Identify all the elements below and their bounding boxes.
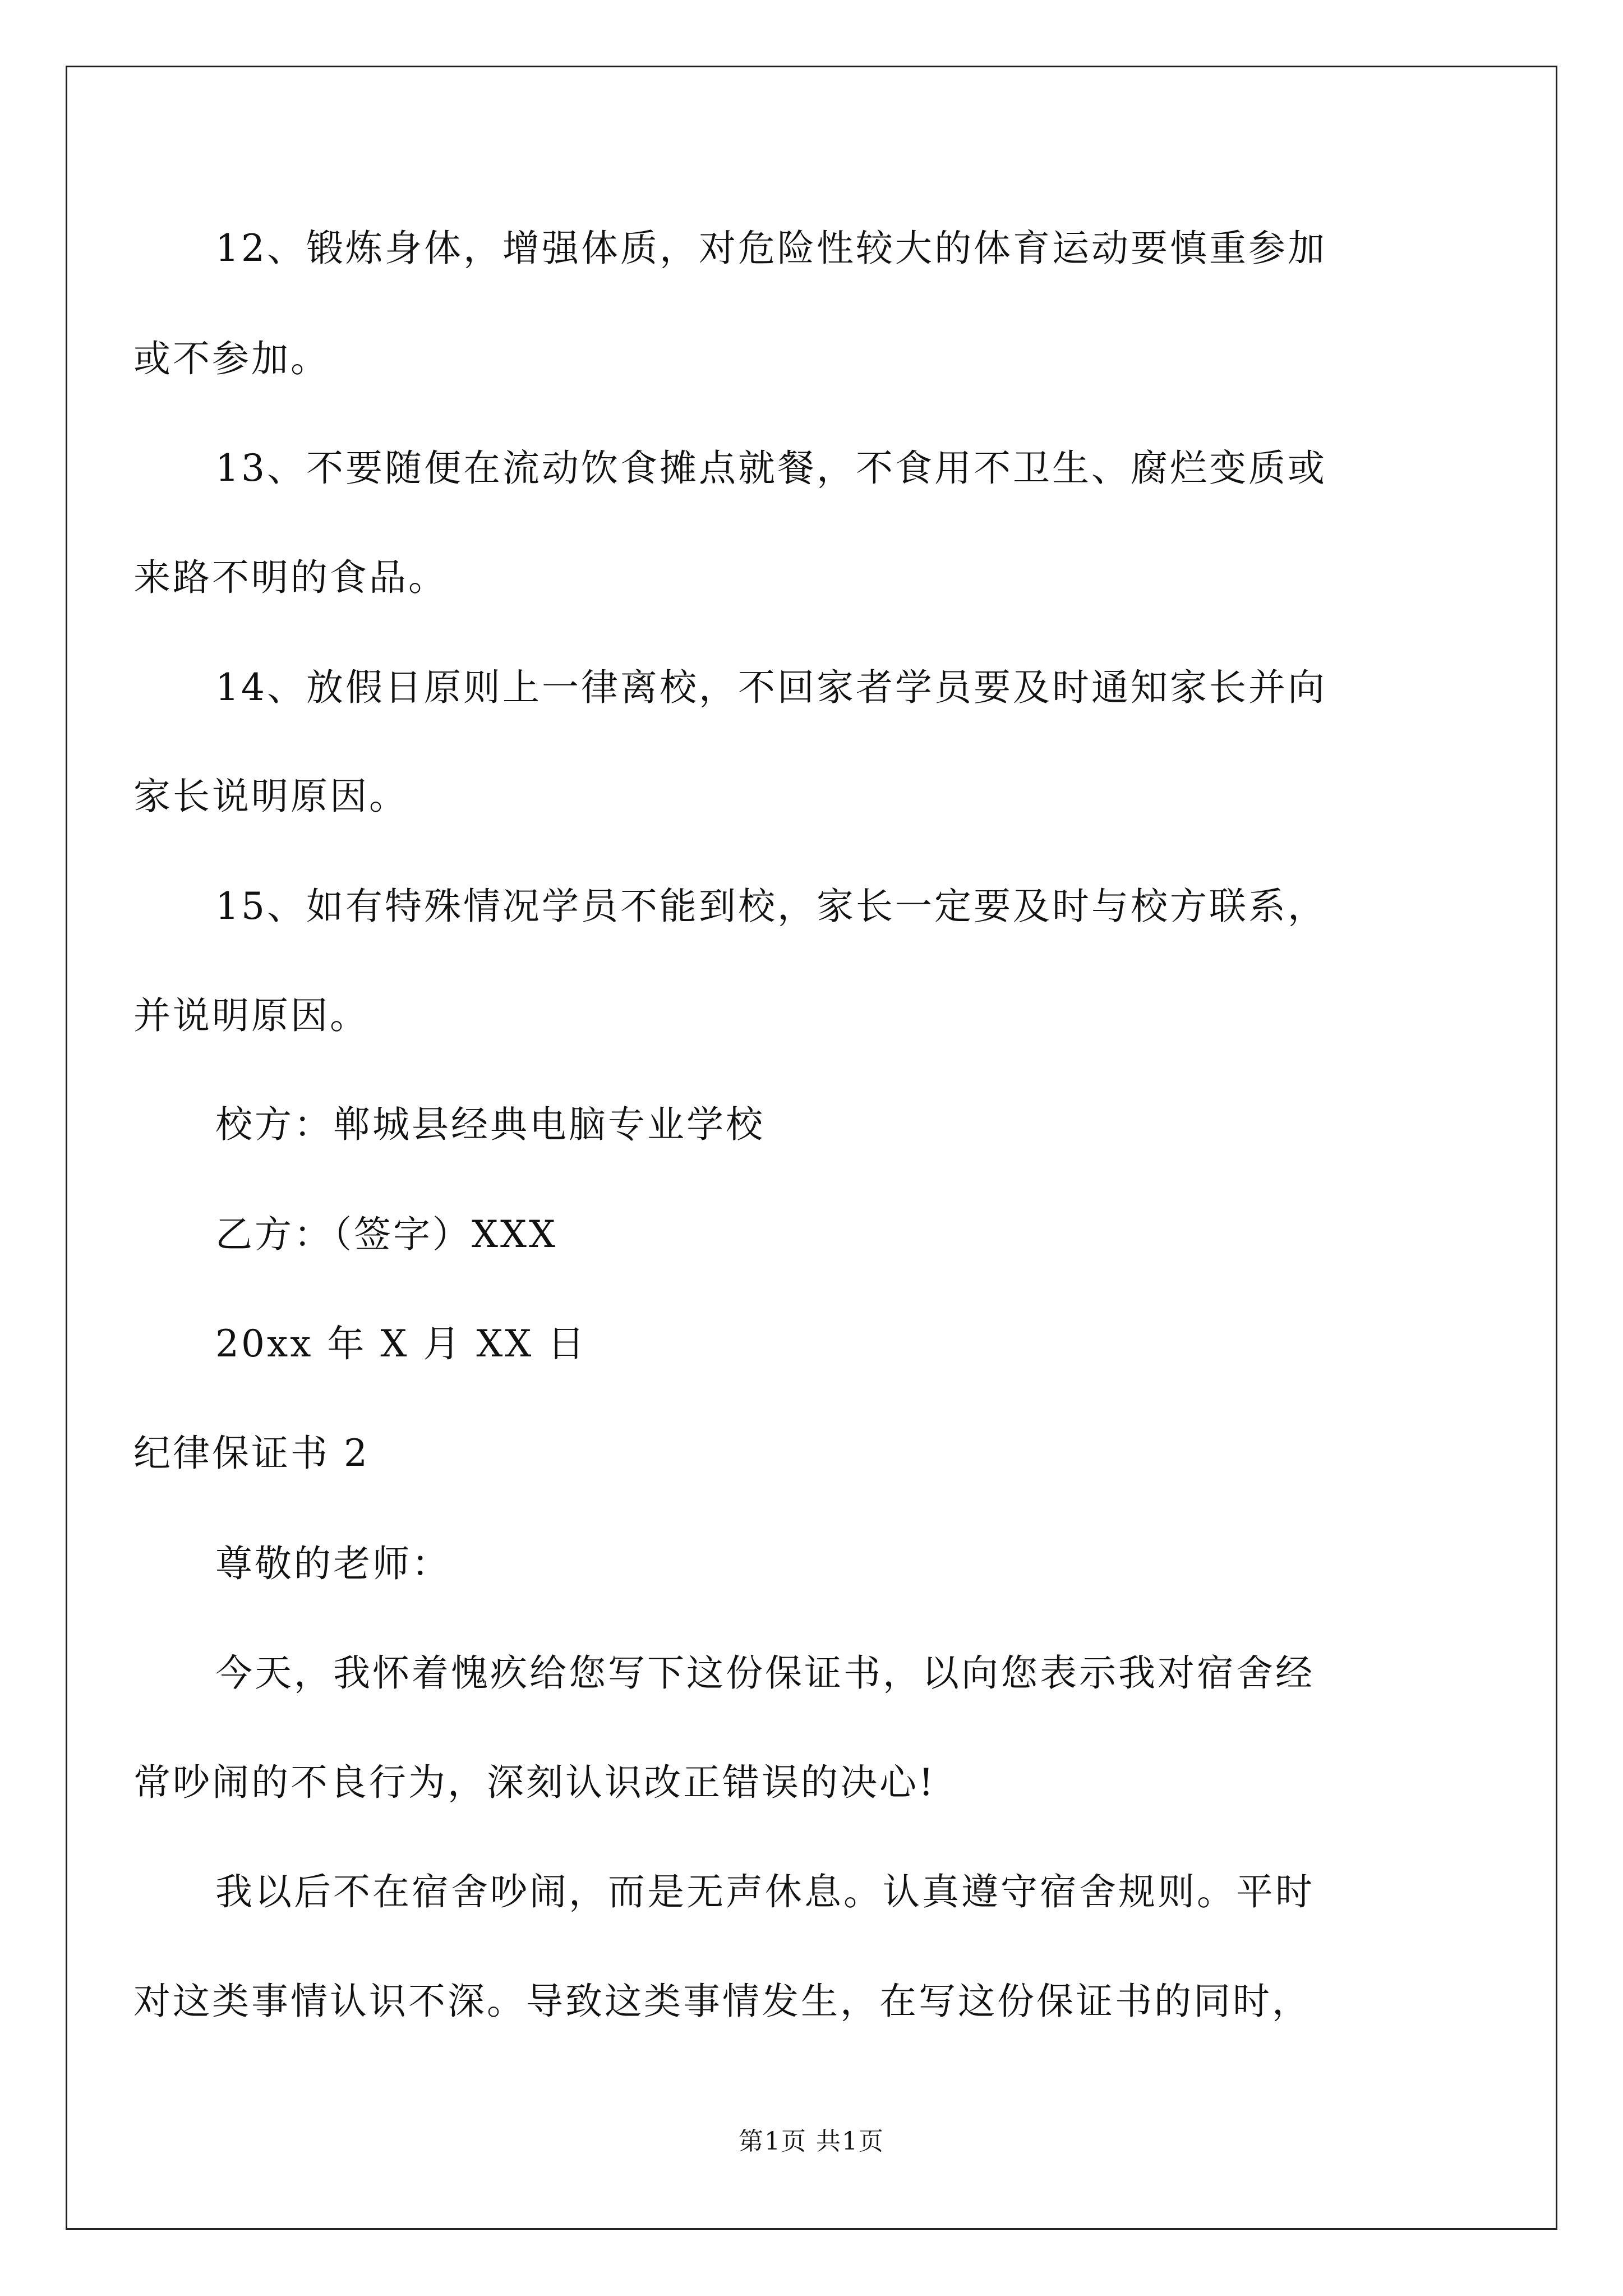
paragraph-line: 常吵闹的不良行为，深刻认识改正错误的决心!: [133, 1761, 936, 1804]
page-number-footer: 第1页 共1页: [739, 2127, 884, 2156]
date-line: 20xx 年 X 月 XX 日: [215, 1322, 587, 1365]
paragraph-line: 家长说明原因。: [133, 775, 408, 818]
salutation: 尊敬的老师：: [215, 1542, 451, 1585]
paragraph-line: 15、如有特殊情况学员不能到校，家长一定要及时与校方联系，: [215, 885, 1327, 928]
paragraph-line: 我以后不在宿舍吵闹，而是无声休息。认真遵守宿舍规则。平时: [215, 1870, 1315, 1913]
paragraph-line: 对这类事情认识不深。导致这类事情发生，在写这份保证书的同时，: [133, 1980, 1311, 2023]
section-title: 纪律保证书 2: [133, 1432, 370, 1475]
paragraph-line: 14、放假日原则上一律离校，不回家者学员要及时通知家长并向: [215, 666, 1327, 709]
paragraph-line: 12、锻炼身体，增强体质，对危险性较大的体育运动要慎重参加: [215, 227, 1327, 270]
school-signature-line: 校方：郸城县经典电脑专业学校: [215, 1103, 765, 1146]
party-b-signature-line: 乙方：（签字）XXX: [215, 1213, 557, 1256]
paragraph-line: 今天，我怀着愧疚给您写下这份保证书，以向您表示我对宿舍经: [215, 1651, 1315, 1695]
paragraph-line: 13、不要随便在流动饮食摊点就餐，不食用不卫生、腐烂变质或: [215, 447, 1327, 490]
paragraph-line: 来路不明的食品。: [133, 556, 448, 599]
paragraph-line: 并说明原因。: [133, 994, 369, 1037]
paragraph-line: 或不参加。: [133, 337, 330, 380]
